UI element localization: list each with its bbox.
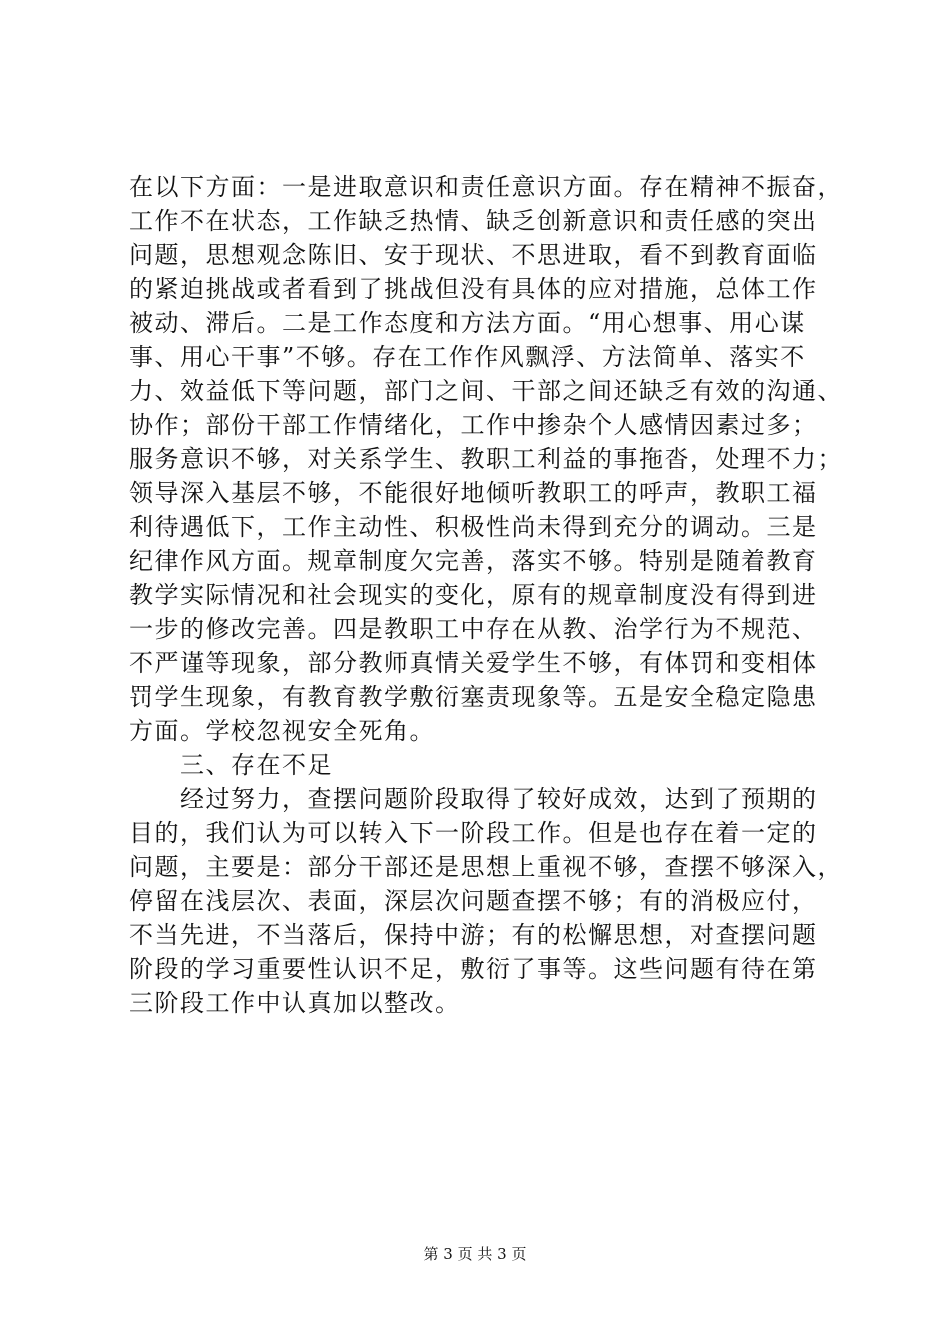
text-line: 经过努力，查摆问题阶段取得了较好成效，达到了预期的 (129, 785, 818, 813)
text-line: 服务意识不够，对关系学生、教职工利益的事拖沓，处理不力； (129, 445, 843, 473)
text-line: 问题，主要是：部分干部还是思想上重视不够，查摆不够深入， (129, 853, 843, 881)
text-line: 问题，思想观念陈旧、安于现状、不思进取，看不到教育面临 (129, 241, 818, 269)
text-line: 在以下方面：一是进取意识和责任意识方面。存在精神不振奋， (129, 173, 843, 201)
text-line: 利待遇低下，工作主动性、积极性尚未得到充分的调动。三是 (129, 513, 818, 541)
text-line: 方面。学校忽视安全死角。 (129, 717, 435, 745)
text-line: 停留在浅层次、表面，深层次问题查摆不够；有的消极应付， (129, 887, 818, 915)
page-footer: 第 3 页 共 3 页 (423, 1245, 527, 1263)
text-line: 目的，我们认为可以转入下一阶段工作。但是也存在着一定的 (129, 819, 818, 847)
text-line: 事、用心干事”不够。存在工作作风飘浮、方法简单、落实不 (129, 343, 806, 371)
text-line: 力、效益低下等问题，部门之间、干部之间还缺乏有效的沟通、 (129, 377, 843, 405)
text-line: 领导深入基层不够，不能很好地倾听教职工的呼声，教职工福 (129, 479, 818, 507)
text-line: 不当先进，不当落后，保持中游；有的松懈思想，对查摆问题 (129, 921, 818, 949)
body-text (129, 170, 843, 1020)
text-line: 三阶段工作中认真加以整改。 (129, 989, 461, 1017)
text-line: 教学实际情况和社会现实的变化，原有的规章制度没有得到进 (129, 581, 818, 609)
text-line: 纪律作风方面。规章制度欠完善，落实不够。特别是随着教育 (129, 547, 818, 575)
text-line: 罚学生现象，有教育教学敷衍塞责现象等。五是安全稳定隐患 (129, 683, 818, 711)
text-line: 工作不在状态，工作缺乏热情、缺乏创新意识和责任感的突出 (129, 207, 818, 235)
text-line: 的紧迫挑战或者看到了挑战但没有具体的应对措施，总体工作 (129, 275, 818, 303)
section-heading: 三、存在不足 (129, 751, 333, 779)
text-line: 不严谨等现象，部分教师真情关爱学生不够，有体罚和变相体 (129, 649, 818, 677)
text-line: 被动、滞后。二是工作态度和方法方面。“用心想事、用心谋 (129, 309, 806, 337)
text-line: 一步的修改完善。四是教职工中存在从教、治学行为不规范、 (129, 615, 818, 643)
text-line: 阶段的学习重要性认识不足，敷衍了事等。这些问题有待在第 (129, 955, 818, 983)
text-line: 协作；部份干部工作情绪化，工作中掺杂个人感情因素过多； (129, 411, 818, 439)
